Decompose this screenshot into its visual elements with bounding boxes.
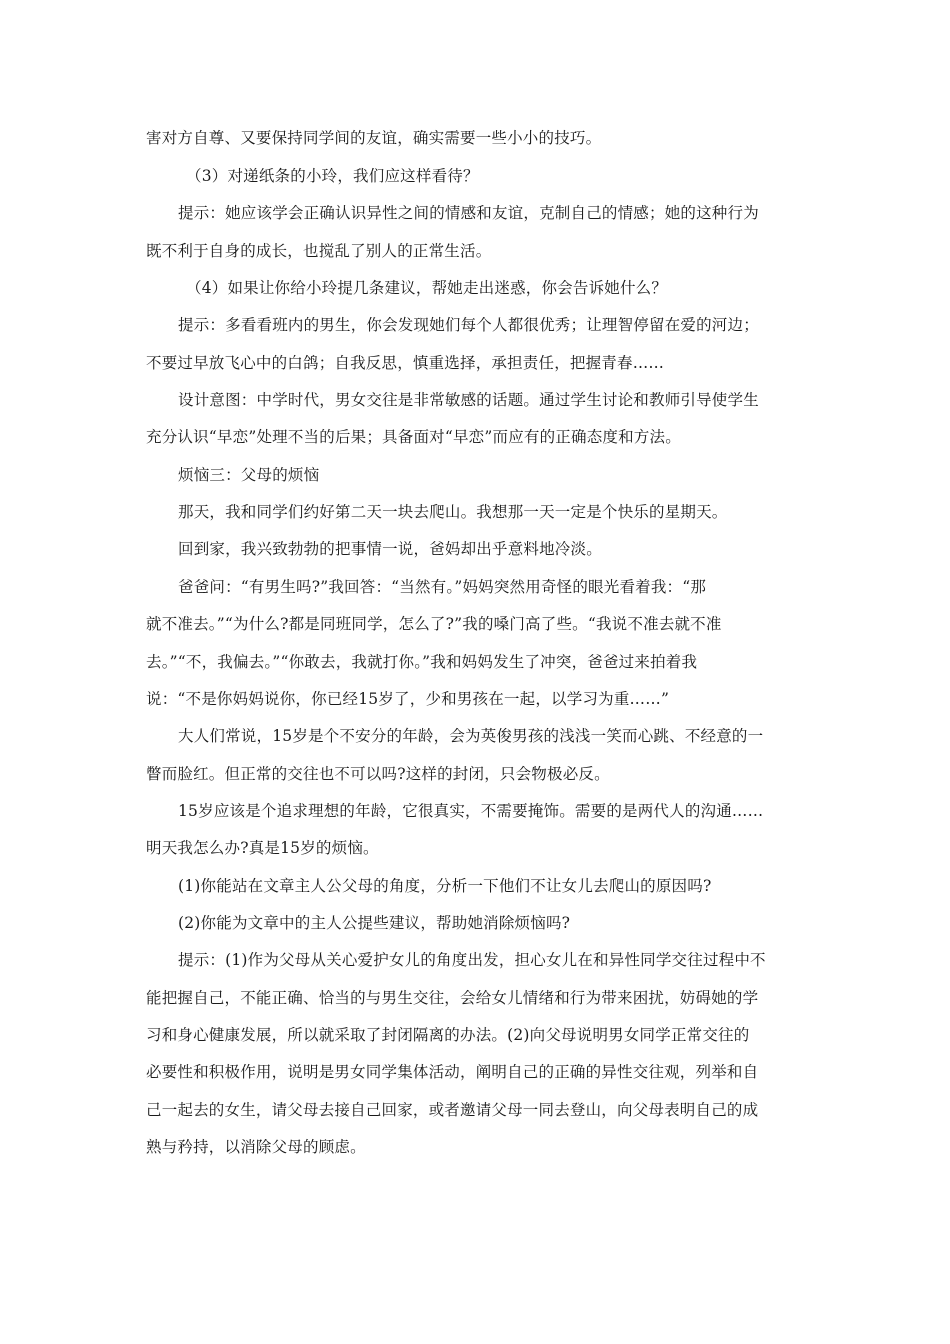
text-line: 必要性和积极作用，说明是男女同学集体活动，阐明自己的正确的异性交往观，列举和自 [146, 1063, 759, 1081]
question-2: (2)你能为文章中的主人公提些建议，帮助她消除烦恼吗? [178, 914, 571, 932]
text-line: 习和身心健康发展，所以就采取了封闭隔离的办法。(2)向父母说明男女同学正常交往的 [146, 1026, 750, 1044]
text-line: 去。”“不，我偏去。”“你敢去，我就打你。”我和妈妈发生了冲突，爸爸过来拍着我 [146, 653, 698, 671]
question-3: （3）对递纸条的小玲，我们应这样看待？ [186, 167, 479, 185]
design-intent: 设计意图：中学时代，男女交往是非常敏感的话题。通过学生讨论和教师引导使学生 [178, 391, 759, 409]
text-line: 既不利于自身的成长，也搅乱了别人的正常生活。 [146, 242, 492, 260]
story-paragraph: 爸爸问：“有男生吗?”我回答：“当然有。”妈妈突然用奇怪的眼光看着我：“那 [178, 578, 707, 596]
text-line: 能把握自己，不能正确、恰当的与男生交往，会给女儿情绪和行为带来困扰，妨碍她的学 [146, 989, 759, 1007]
text-line: 害对方自尊、又要保持同学间的友谊，确实需要一些小小的技巧。 [146, 129, 602, 147]
text-line: 熟与矜持，以消除父母的顾虑。 [146, 1138, 366, 1156]
question-4: （4）如果让你给小玲提几条建议，帮她走出迷惑，你会告诉她什么？ [186, 279, 668, 297]
hint-paragraph: 提示：她应该学会正确认识异性之间的情感和友谊，克制自己的情感；她的这种行为 [178, 204, 759, 222]
story-paragraph: 15岁应该是个追求理想的年龄，它很真实，不需要掩饰。需要的是两代人的沟通…… [178, 802, 764, 820]
story-paragraph: 那天，我和同学们约好第二天一块去爬山。我想那一天一定是个快乐的星期天。 [178, 503, 728, 521]
text-line: 充分认识“早恋”处理不当的后果；具备面对“早恋”而应有的正确态度和方法。 [146, 428, 681, 446]
text-line: 己一起去的女生，请父母去接自己回家，或者邀请父母一同去登山，向父母表明自己的成 [146, 1101, 759, 1119]
story-paragraph: 回到家，我兴致勃勃的把事情一说，爸妈却出乎意料地冷淡。 [178, 540, 602, 558]
text-line: 明天我怎么办?真是15岁的烦恼。 [146, 839, 379, 857]
section-heading: 烦恼三：父母的烦恼 [178, 466, 320, 484]
hint-paragraph: 提示：多看看班内的男生，你会发现她们每个人都很优秀；让理智停留在爱的河边； [178, 316, 759, 334]
text-line: 不要过早放飞心中的白鸽；自我反思，慎重选择，承担责任，把握青春…… [146, 354, 665, 372]
text-line: 瞥而脸红。但正常的交往也不可以吗?这样的封闭，只会物极必反。 [146, 765, 610, 783]
hint-paragraph: 提示：(1)作为父母从关心爱护女儿的角度出发，担心女儿在和异性同学交往过程中不 [178, 951, 766, 969]
story-paragraph: 大人们常说，15岁是个不安分的年龄，会为英俊男孩的浅浅一笑而心跳、不经意的一 [178, 727, 764, 745]
text-line: 就不准去。”“为什么?都是同班同学，怎么了?”我的嗓门高了些。“我说不准去就不准 [146, 615, 722, 633]
text-line: 说：“不是你妈妈说你，你已经15岁了，少和男孩在一起，以学习为重……” [146, 690, 670, 708]
question-1: (1)你能站在文章主人公父母的角度，分析一下他们不让女儿去爬山的原因吗? [178, 877, 712, 895]
